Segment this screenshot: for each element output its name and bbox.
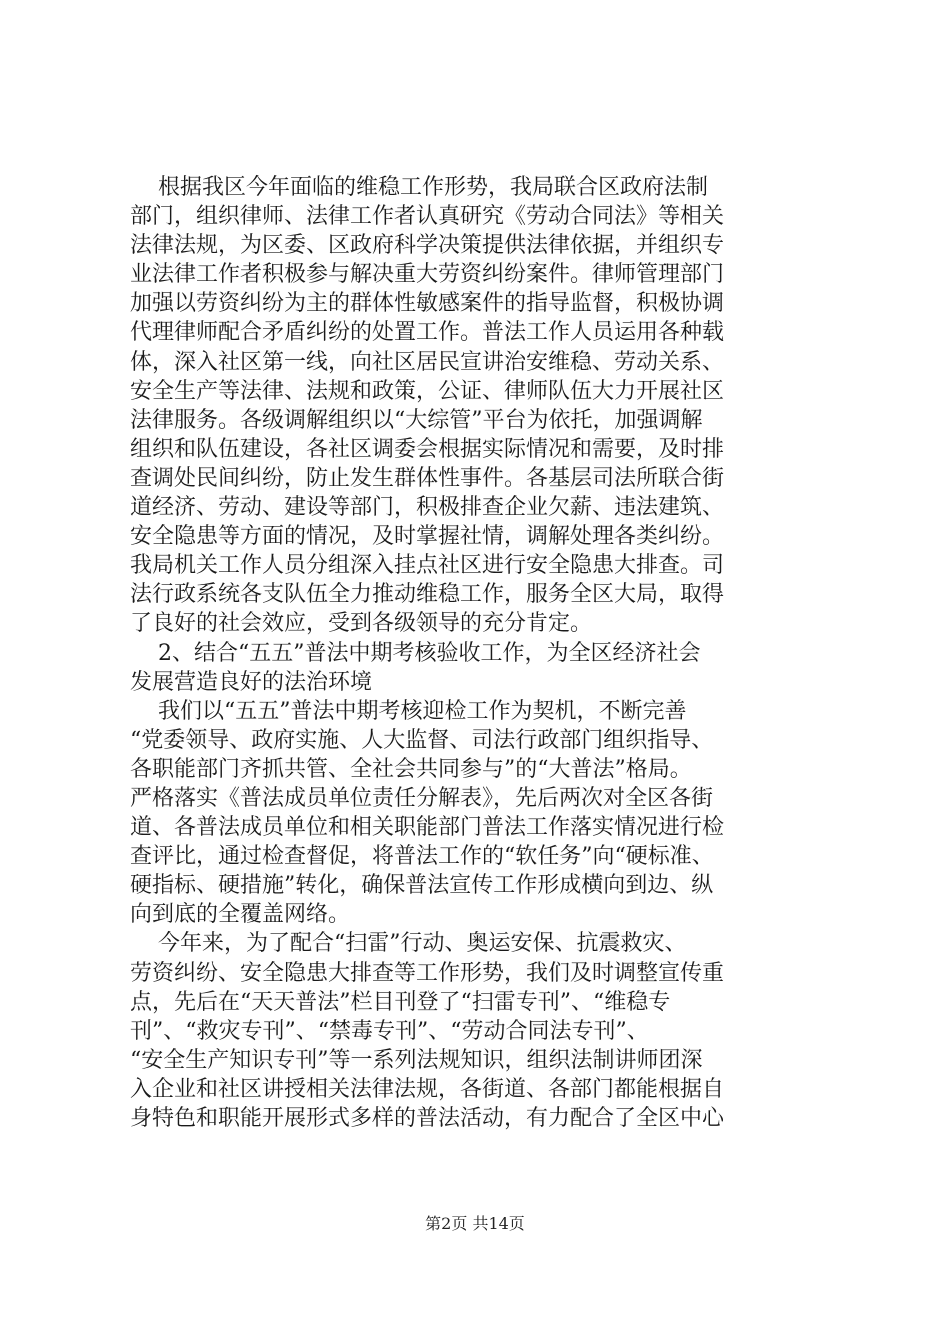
text-line: 劳资纠纷、安全隐患大排查等工作形势，我们及时调整宣传重	[130, 960, 725, 986]
text-line: 部门，组织律师、法律工作者认真研究《劳动合同法》等相关	[130, 204, 725, 230]
text-line: 组织和队伍建设，各社区调委会根据实际情况和需要，及时排	[130, 436, 725, 462]
page-footer: 第2页 共14页	[425, 1214, 525, 1233]
text-line: 了良好的社会效应，受到各级领导的充分肯定。	[130, 611, 593, 637]
text-line: 向到底的全覆盖网络。	[130, 902, 351, 928]
text-line: 我们以“五五”普法中期考核迎检工作为契机，不断完善	[130, 698, 687, 724]
body-text	[130, 173, 830, 1133]
text-line: 代理律师配合矛盾纠纷的处置工作。普法工作人员运用各种载	[130, 320, 725, 346]
text-line: 根据我区今年面临的维稳工作形势，我局联合区政府法制	[130, 175, 708, 200]
text-line: 道、各普法成员单位和相关职能部门普法工作落实情况进行检	[130, 815, 725, 841]
text-line: 法律服务。各级调解组织以“大综管”平台为依托，加强调解	[130, 407, 703, 433]
text-line: 安全生产等法律、法规和政策，公证、律师队伍大力开展社区	[130, 378, 725, 404]
text-line: 法行政系统各支队伍全力推动维稳工作，服务全区大局，取得	[130, 582, 725, 608]
text-line: 法律法规，为区委、区政府科学决策提供法律依据，并组织专	[130, 233, 725, 259]
text-line: 2、结合“五五”普法中期考核验收工作，为全区经济社会	[130, 640, 701, 666]
text-line: “安全生产知识专刊”等一系列法规知识，组织法制讲师团深	[130, 1047, 703, 1073]
text-line: 各职能部门齐抓共管、全社会共同参与”的“大普法”格局。	[130, 756, 692, 782]
text-line: 入企业和社区讲授相关法律法规，各街道、各部门都能根据自	[130, 1076, 725, 1102]
text-line: 身特色和职能开展形式多样的普法活动，有力配合了全区中心	[130, 1106, 725, 1131]
text-line: 点，先后在“天天普法”栏目刊登了“扫雷专刊”、“维稳专	[130, 989, 671, 1015]
text-line: 刊”、“救灾专刊”、“禁毒专刊”、“劳动合同法专刊”、	[130, 1018, 649, 1044]
text-line: 我局机关工作人员分组深入挂点社区进行安全隐患大排查。司	[130, 553, 725, 579]
text-line: 业法律工作者积极参与解决重大劳资纠纷案件。律师管理部门	[130, 262, 725, 288]
text-line: 安全隐患等方面的情况，及时掌握社情，调解处理各类纠纷。	[130, 524, 725, 550]
text-line: “党委领导、政府实施、人大监督、司法行政部门组织指导、	[130, 727, 714, 753]
text-line: 加强以劳资纠纷为主的群体性敏感案件的指导监督，积极协调	[130, 291, 725, 317]
text-line: 严格落实《普法成员单位责任分解表》，先后两次对全区各街	[130, 785, 714, 811]
text-line: 查调处民间纠纷，防止发生群体性事件。各基层司法所联合街	[130, 465, 725, 491]
text-line: 硬指标、硬措施”转化，确保普法宣传工作形成横向到边、纵	[130, 873, 714, 899]
text-line: 发展营造良好的法治环境	[130, 669, 373, 695]
text-line: 今年来，为了配合“扫雷”行动、奥运安保、抗震救灾、	[130, 931, 687, 957]
text-line: 道经济、劳动、建设等部门，积极排查企业欠薪、违法建筑、	[130, 495, 725, 521]
text-line: 查评比，通过检查督促，将普法工作的“软任务”向“硬标准、	[130, 844, 714, 870]
text-line: 体，深入社区第一线，向社区居民宣讲治安维稳、劳动关系、	[130, 349, 725, 375]
